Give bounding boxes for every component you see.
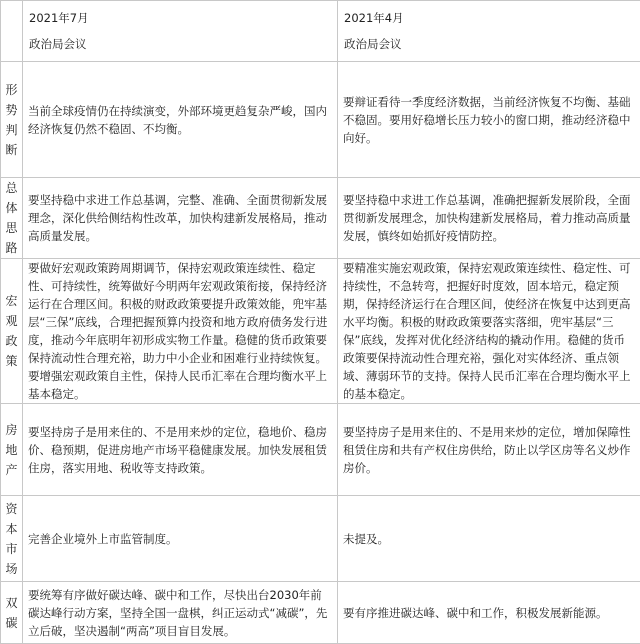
row-label-capital-market: 资 本 市 场 xyxy=(1,496,23,582)
header-blank-cell xyxy=(1,1,23,62)
header-row xyxy=(1,1,640,62)
cell-april-situation: 要辩证看待一季度经济数据，当前经济恢复不均衡、基础不稳固。要用好稳增长压力较小的窗口期，推动经济稳中向好。 xyxy=(338,62,640,178)
header-july-meeting: 政治局会议 xyxy=(23,27,337,58)
cell-july-capital-market: 完善企业境外上市监管制度。 xyxy=(23,496,338,582)
row-label-macro-policy: 宏 观 政 策 xyxy=(1,259,23,404)
row-label-dual-carbon: 双 碳 xyxy=(1,582,23,644)
table-row-overall-approach xyxy=(1,178,640,259)
row-label-situation: 形 势 判 断 xyxy=(1,62,23,178)
table-row-situation xyxy=(1,62,640,178)
cell-april-macro-policy: 要精准实施宏观政策，保持宏观政策连续性、稳定性、可持续性，不急转弯，把握好时度效，固本培元，稳定预期，保持经济运行在合理区间，使经济在恢复中达到更高水平均衡。积极的财政政策要落实落细，兜牢基层“三保”底线，发挥对优化经济结构的撬动作用。稳健的货币政策要保持流动性合理充裕，强化对实体经济、重点领域、薄弱环节的支持。保持人民币汇率在合理均衡水平上的基本稳定。 xyxy=(338,259,640,404)
header-july-cell xyxy=(23,1,338,62)
table-row-macro-policy xyxy=(1,259,640,404)
header-july-date: 2021年7月 xyxy=(23,5,337,27)
table-row-real-estate xyxy=(1,404,640,496)
cell-july-real-estate: 要坚持房子是用来住的、不是用来炒的定位，稳地价、稳房价、稳预期，促进房地产市场平稳健康发展。加快发展租赁住房，落实用地、税收等支持政策。 xyxy=(23,404,338,496)
table-row-dual-carbon xyxy=(1,582,640,644)
cell-april-capital-market: 未提及。 xyxy=(338,496,640,582)
row-label-overall-approach: 总 体 思 路 xyxy=(1,178,23,259)
cell-july-overall-approach: 要坚持稳中求进工作总基调，完整、准确、全面贯彻新发展理念，深化供给侧结构性改革，加快构建新发展格局，推动高质量发展。 xyxy=(23,178,338,259)
cell-april-dual-carbon: 要有序推进碳达峰、碳中和工作，积极发展新能源。 xyxy=(338,582,640,644)
cell-july-dual-carbon: 要统筹有序做好碳达峰、碳中和工作，尽快出台2030年前碳达峰行动方案，坚持全国一盘棋，纠正运动式“减碳”，先立后破，坚决遏制“两高”项目盲目发展。 xyxy=(23,582,338,644)
cell-july-situation: 当前全球疫情仍在持续演变，外部环境更趋复杂严峻，国内经济恢复仍然不稳固、不均衡。 xyxy=(23,62,338,178)
cell-april-overall-approach: 要坚持稳中求进工作总基调，准确把握新发展阶段，全面贯彻新发展理念，加快构建新发展格局，着力推动高质量发展，慎终如始抓好疫情防控。 xyxy=(338,178,640,259)
cell-july-macro-policy: 要做好宏观政策跨周期调节，保持宏观政策连续性、稳定性、可持续性，统筹做好今明两年宏观政策衔接，保持经济运行在合理区间。积极的财政政策要提升政策效能，兜牢基层“三保”底线，合理把握预算内投资和地方政府债务发行进度，推动今年底明年初形成实物工作量。稳健的货币政策要保持流动性合理充裕，助力中小企业和困难行业持续恢复。要增强宏观政策自主性，保持人民币汇率在合理均衡水平上基本稳定。 xyxy=(23,259,338,404)
table-row-capital-market xyxy=(1,496,640,582)
header-april-cell xyxy=(338,1,640,62)
header-april-date: 2021年4月 xyxy=(338,5,640,27)
cell-april-real-estate: 要坚持房子是用来住的、不是用来炒的定位，增加保障性租赁住房和共有产权住房供给，防止以学区房等名义炒作房价。 xyxy=(338,404,640,496)
header-april-meeting: 政治局会议 xyxy=(338,27,640,58)
row-label-real-estate: 房 地 产 xyxy=(1,404,23,496)
